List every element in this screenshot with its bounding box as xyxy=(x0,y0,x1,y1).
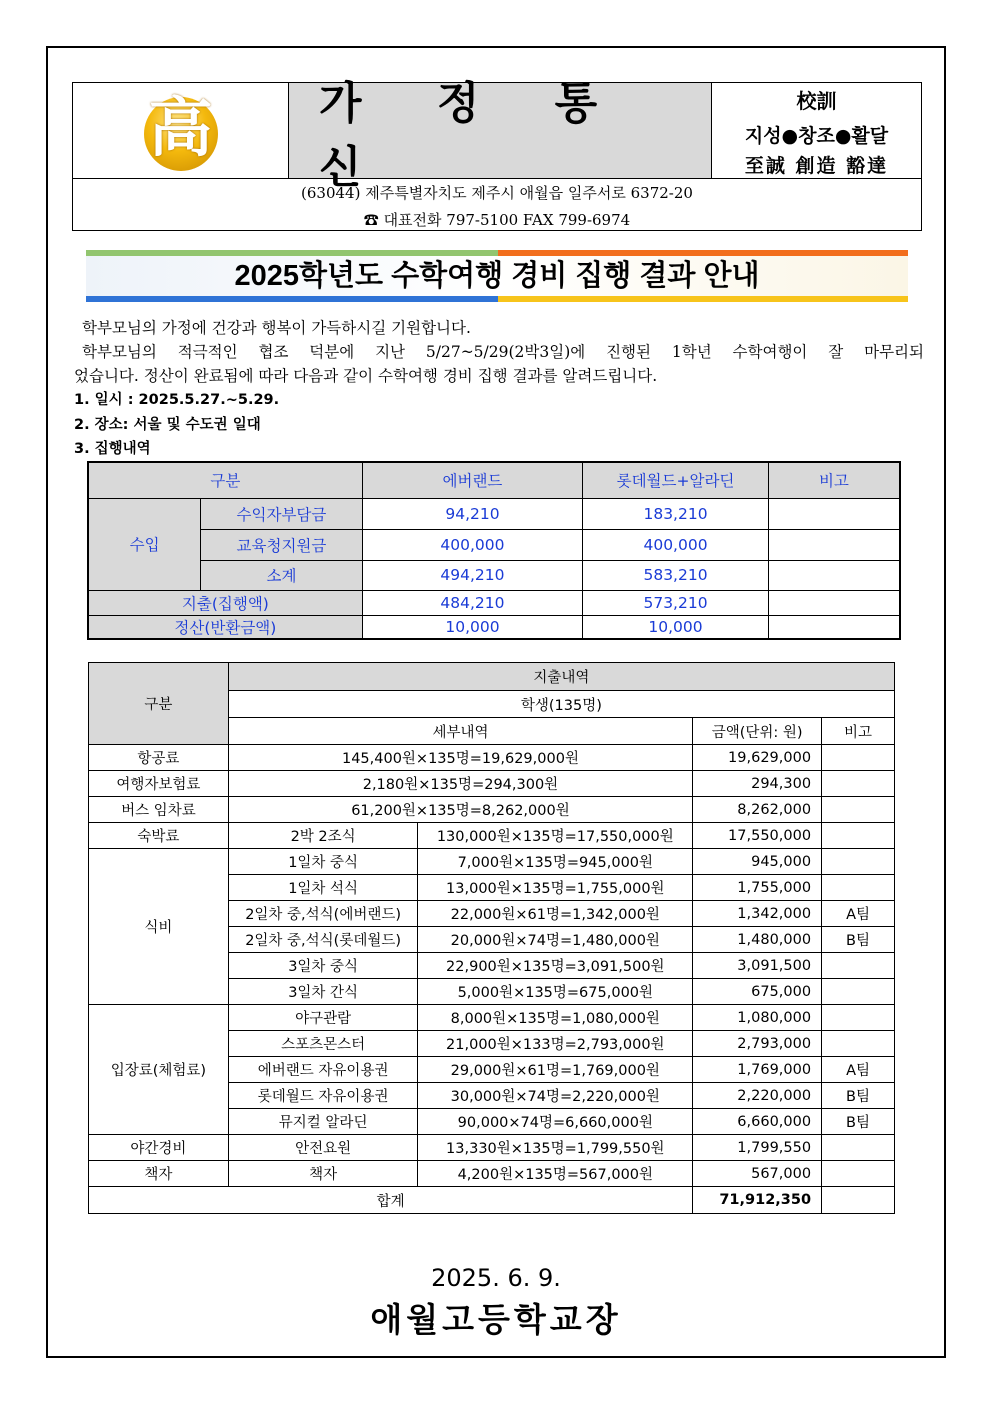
table-row: 1일차 석식 13,000원×135명=1,755,000원 1,755,000 xyxy=(89,875,895,901)
expense-detail-table xyxy=(88,662,895,1214)
admission-label: 입장료(체험료) xyxy=(89,1005,229,1135)
table-row: 야간경비 안전요원 13,330원×135명=1,799,550원 1,799,550 xyxy=(89,1135,895,1161)
title-banner xyxy=(86,250,908,302)
motto-hanja: 至誠 創造 豁達 xyxy=(744,155,889,177)
logo-cell xyxy=(73,83,289,179)
total-amount: 71,912,350 xyxy=(693,1187,822,1214)
table-row: 뮤지컬 알라딘 90,000×74명=6,660,000원 6,660,000 B팀 xyxy=(89,1109,895,1135)
execution-heading: 3. 집행내역 xyxy=(74,441,151,457)
table-row: 에버랜드 자유이용권 29,000원×61명=1,769,000원 1,769,000 A팀 xyxy=(89,1057,895,1083)
table-row: 식비 1일차 중식 7,000원×135명=945,000원 945,000 xyxy=(89,849,895,875)
table-header-row: 세부내역 금액(단위: 원) 비고 xyxy=(89,718,895,745)
table-row: 3일차 간식 5,000원×135명=675,000원 675,000 xyxy=(89,979,895,1005)
table-row: 수입 수익자부담금 94,210 183,210 xyxy=(88,498,900,529)
table-header-row: 구분 에버랜드 롯데월드+알라딘 비고 xyxy=(88,462,900,498)
motto-korean: 지성●창조●활달 xyxy=(744,125,889,147)
table-row: 버스 임차료 61,200원×135명=8,262,000원 8,262,000 xyxy=(89,797,895,823)
school-address: (63044) 제주특별자치도 제주시 애월읍 일주서로 6372-20 xyxy=(301,184,693,202)
newsletter-header xyxy=(72,77,922,231)
body-text-line: 었습니다. 정산이 완료됨에 따라 다음과 같이 수학여행 경비 집행 결과를 알려드립니다. xyxy=(74,367,658,385)
table-row: 여행자보험료 2,180원×135명=294,300원 294,300 xyxy=(89,771,895,797)
table-row: 지출(집행액) 484,210 573,210 xyxy=(88,590,900,615)
total-row: 합계 71,912,350 xyxy=(89,1187,895,1214)
school-logo-icon: 高 xyxy=(142,87,220,175)
table-row: 정산(반환금액) 10,000 10,000 xyxy=(88,615,900,639)
table-row: 롯데월드 자유이용권 30,000원×74명=2,220,000원 2,220,000 B팀 xyxy=(89,1083,895,1109)
document-title: 2025학년도 수학여행 경비 집행 결과 안내 xyxy=(234,260,760,292)
table-row: 2일차 중,석식(롯데월드) 20,000원×74명=1,480,000원 1,480,000 B팀 xyxy=(89,927,895,953)
signer-name: 애월고등학교장 xyxy=(370,1300,622,1339)
table-row: 항공료 145,400원×135명=19,629,000원 19,629,000 xyxy=(89,745,895,771)
location-item: 2. 장소: 서울 및 수도권 일대 xyxy=(74,417,261,433)
table-row: 입장료(체험료) 야구관람 8,000원×135명=1,080,000원 1,080,000 xyxy=(89,1005,895,1031)
table-header-row: 구분 지출내역 xyxy=(89,663,895,691)
body-text-line: 학부모님의 적극적인 협조 덕분에 지난 5/27~5/29(2박3일)에 진행된 1학년 수학여행이 잘 마무리되 xyxy=(82,343,924,361)
table-header-row: 학생(135명) xyxy=(89,691,895,718)
summary-table xyxy=(87,461,901,640)
school-phone: ☎ 대표전화 797-5100 FAX 799-6974 xyxy=(363,211,631,229)
meals-label: 식비 xyxy=(89,849,229,1005)
table-row: 스포츠몬스터 21,000원×133명=2,793,000원 2,793,000 xyxy=(89,1031,895,1057)
table-row: 소계 494,210 583,210 xyxy=(88,560,900,590)
school-motto xyxy=(712,83,921,179)
table-row: 3일차 중식 22,900원×135명=3,091,500원 3,091,500 xyxy=(89,953,895,979)
motto-heading: 校訓 xyxy=(796,89,837,113)
table-row: 숙박료 2박 2조식 130,000원×135명=17,550,000원 17,550,000 xyxy=(89,823,895,849)
table-row: 교육청지원금 400,000 400,000 xyxy=(88,529,900,560)
table-row: 2일차 중,석식(에버랜드) 22,000원×61명=1,342,000원 1,342,000 A팀 xyxy=(89,901,895,927)
newsletter-title: 가 정 통 신 xyxy=(319,77,628,193)
greeting-text: 학부모님의 가정에 건강과 행복이 가득하시길 기원합니다. xyxy=(82,319,471,337)
schedule-item: 1. 일시 : 2025.5.27.~5.29. xyxy=(74,392,280,408)
table-row: 책자 책자 4,200원×135명=567,000원 567,000 xyxy=(89,1161,895,1187)
issue-date: 2025. 6. 9. xyxy=(431,1264,561,1292)
income-label: 수입 xyxy=(88,498,201,590)
